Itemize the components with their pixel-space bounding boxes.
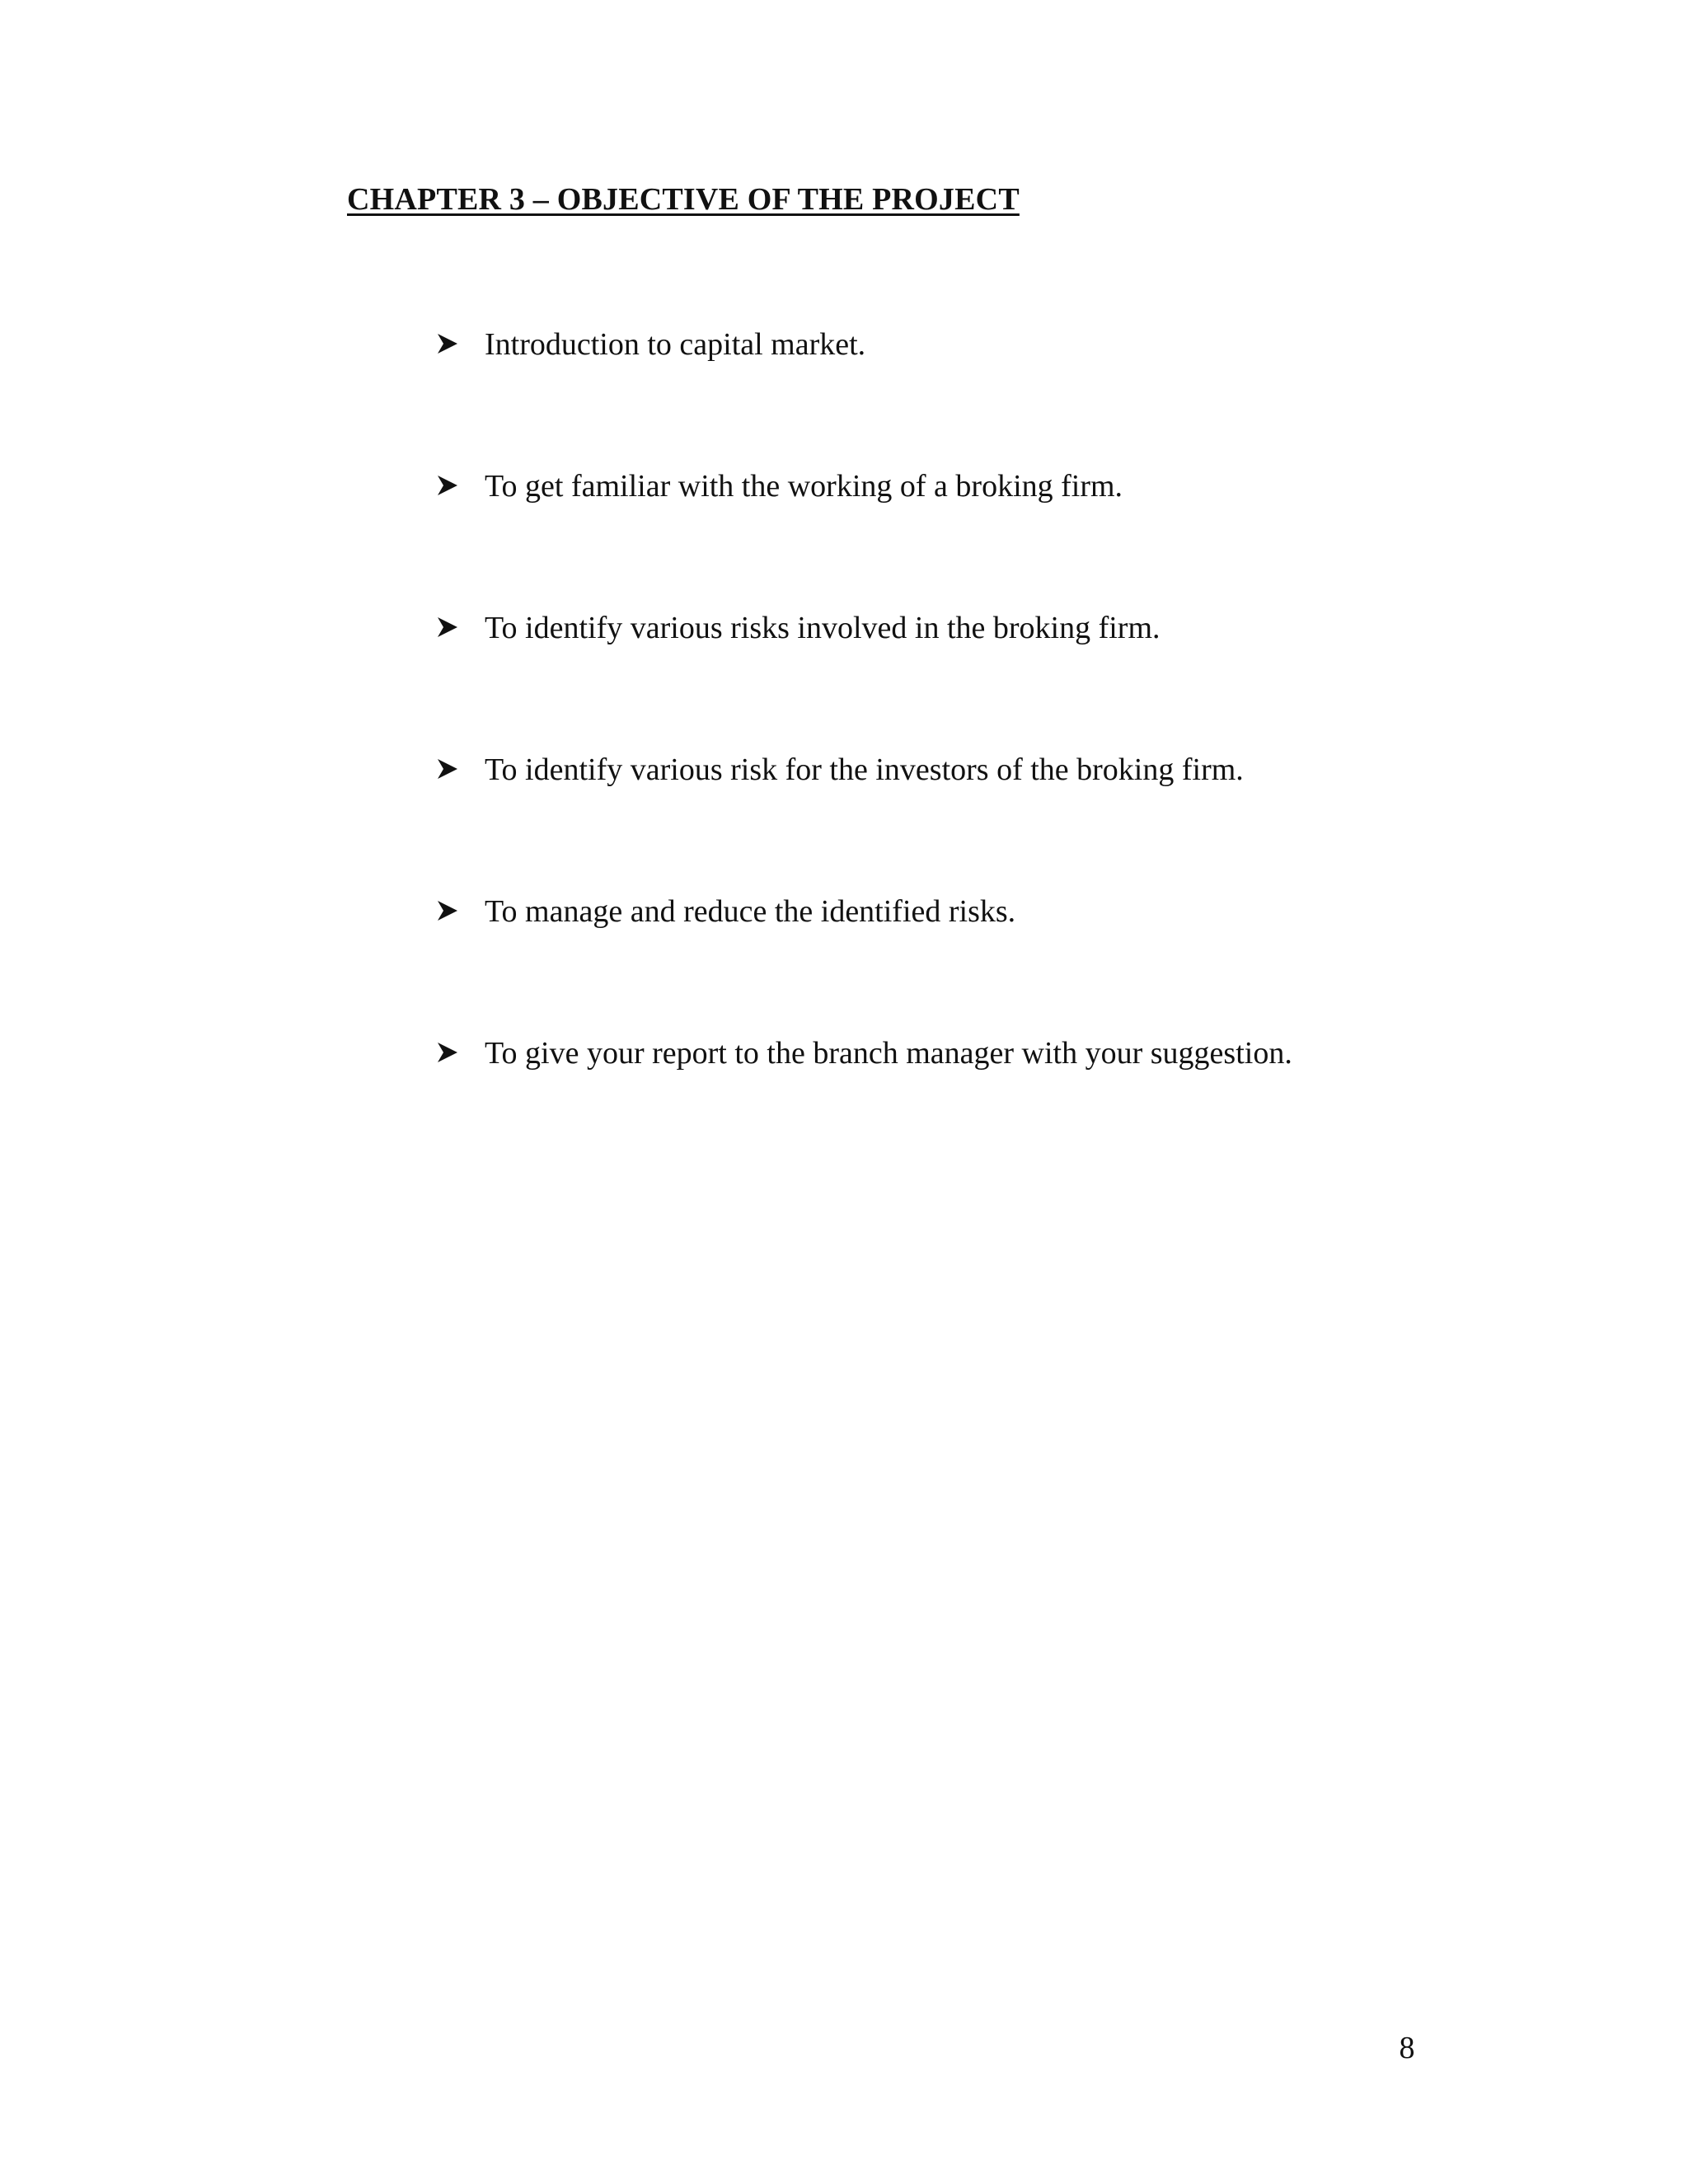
arrowhead-bullet-icon — [437, 1042, 458, 1063]
objective-text: To give your report to the branch manager with your suggestion. — [485, 1036, 1292, 1071]
arrowhead-bullet-icon — [437, 475, 458, 496]
arrowhead-bullet-icon — [437, 758, 458, 780]
arrowhead-bullet-icon — [437, 616, 458, 638]
objective-text: To manage and reduce the identified risks. — [485, 894, 1016, 929]
arrowhead-bullet-icon — [437, 900, 458, 921]
arrowhead-bullet-icon — [437, 333, 458, 354]
page-number: 8 — [1399, 2031, 1415, 2065]
objective-text: To get familiar with the working of a broking firm. — [485, 469, 1123, 504]
objective-text: Introduction to capital market. — [485, 327, 866, 362]
chapter-title: CHAPTER 3 – OBJECTIVE OF THE PROJECT — [347, 182, 1020, 217]
objective-text: To identify various risk for the investors of the broking firm. — [485, 752, 1244, 787]
objective-text: To identify various risks involved in the broking firm. — [485, 611, 1160, 645]
